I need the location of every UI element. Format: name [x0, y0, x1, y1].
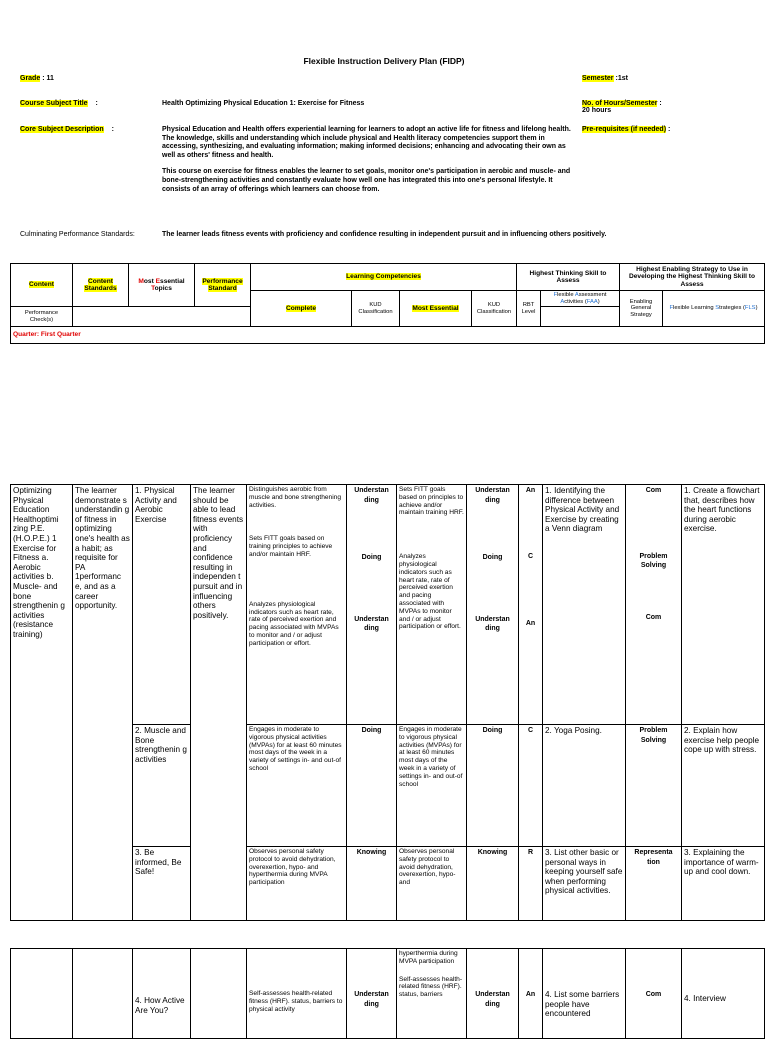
grade-label: Grade: [20, 75, 41, 82]
kud2-2: Doing: [467, 725, 519, 847]
prereq-label: Pre-requisites (if needed): [582, 126, 667, 133]
most-essential-2: Engages in moderate to vigorous physical activities (MVPAs) for at least 60 minutes most days of the week in a variety of settings in- and out-of school: [397, 725, 467, 847]
course-row: [20, 100, 98, 107]
col-highest-enabling-strategy: Highest Enabling Strategy to Use in Developing the Highest Thinking Skill to Assess: [620, 264, 765, 291]
kud-2: Doing: [347, 725, 397, 847]
egs-3: Representa tion: [626, 847, 682, 921]
faa-1: 1. Identifying the difference between Physical Activity and Exercise by creating a Venn diagram: [543, 485, 626, 725]
col-kud-classification-1: KUD Classification: [352, 291, 400, 327]
rbt-3: R: [519, 847, 543, 921]
kud2-3: Knowing: [467, 847, 519, 921]
col-kud-classification-2: KUD Classification: [472, 291, 517, 327]
core-label: Core Subject Description: [20, 126, 104, 133]
semester-label: Semester: [582, 75, 614, 82]
kud2-1: Understan ding Doing Understan ding: [467, 485, 519, 725]
col-most-essential: Most Essential: [400, 291, 472, 327]
grade-row: [20, 75, 54, 82]
hours-row: [582, 100, 762, 114]
quarter-row: Quarter: First Quarter: [11, 327, 765, 344]
complete-2: Engages in moderate to vigorous physical activities (MVPAs) for at least 60 minutes most days of the week in a variety of settings in- and out-of school: [247, 725, 347, 847]
fls-4: 4. Interview: [682, 949, 765, 1039]
culminating-text: The learner leads fitness events with proficiency and confidence resulting in independent pursuit and in influencing others positively.: [162, 231, 607, 238]
col-learning-competencies: Learning Competencies: [251, 264, 517, 291]
most-essential-3: Observes personal safety protocol to avoid dehydration, overexertion, hypo- and: [397, 847, 467, 921]
topic-2: 2. Muscle and Bone strengthenin g activities: [133, 725, 191, 847]
grade-value: : 11: [42, 75, 54, 82]
most-essential-1: Sets FITT goals based on principles to achieve and/or maintain training HRF. Analyzes physiological indicators such as heart rate, rate of perceived exertion and pacing associated with MVPAs to monitor and / or adjust participation or effort.: [397, 485, 467, 725]
fls-1: 1. Create a flowchart that, describes how the heart functions during aerobic exercise.: [682, 485, 765, 725]
most-essential-4: hyperthermia during MVPA participation Self-assesses health-related fitness (HRF). status, barriers: [397, 949, 467, 1039]
fls-2: 2. Explain how exercise help people cope up with stress.: [682, 725, 765, 847]
topic-4: 4. How Active Are You?: [133, 949, 191, 1039]
col-enabling-general-strategy: Enabling General Strategy: [620, 291, 663, 327]
core-row: [20, 126, 114, 133]
hours-colon: :: [659, 100, 662, 107]
fidp-header-table: [10, 263, 765, 344]
col-highest-thinking-skill: Highest Thinking Skill to Assess: [517, 264, 620, 291]
core-description-p2: This course on exercise for fitness enables the learner to set goals, monitor one's participation in aerobic and muscle- and bone-strengthening activities and constantly evaluate how well one has integrated this into one's personal lifestyle. It consists of an array of offerings which learners can choose from.: [162, 168, 571, 193]
content-standard-cell-cont: [73, 949, 133, 1039]
course-colon: :: [95, 100, 98, 107]
rbt-4: An: [519, 949, 543, 1039]
col-performance-checks: Performance Check(s): [11, 307, 73, 327]
content-cell: Optimizing Physical Education Healthoptimi zing P.E. (H.O.P.E.) 1 Exercise for Fitness a. Aerobic activities b. Muscle- and bone strengthenin g activities (resistance training): [11, 485, 73, 921]
topic-3: 3. Be informed, Be Safe!: [133, 847, 191, 921]
kud-1: Understan ding Doing Understan ding: [347, 485, 397, 725]
col-most-essential-topics: Most Essential Topics: [129, 264, 195, 307]
faa-4: 4. List some barriers people have encountered: [543, 949, 626, 1039]
complete-4: Self-assesses health-related fitness (HRF). status, barriers to physical activity: [247, 949, 347, 1039]
topic-1: 1. Physical Activity and Aerobic Exercise: [133, 485, 191, 725]
document-title: Flexible Instruction Delivery Plan (FIDP): [303, 56, 465, 66]
content-standard-cell: The learner demonstrate s understandin g of fitness in optimizing one's health as a habit; as requisite for PA 1performanc e, and as a career opportunity.: [73, 485, 133, 921]
prereq-colon: :: [667, 126, 671, 133]
core-colon: :: [111, 126, 114, 133]
egs-1: Com Problem Solving Com: [626, 485, 682, 725]
hours-label: No. of Hours/Semester: [582, 100, 658, 107]
content-cell-cont: [11, 949, 73, 1039]
kud-3: Knowing: [347, 847, 397, 921]
kud2-4: Understan ding: [467, 949, 519, 1039]
complete-3: Observes personal safety protocol to avoid dehydration, overexertion, hypo- and hyperthermia during MVPA participation: [247, 847, 347, 921]
fidp-body-table: [10, 484, 765, 921]
col-performance-standard: Performance Standard: [195, 264, 251, 307]
semester-value: :1st: [615, 75, 628, 82]
col-faa: Flexible Assessment Activities (FAA): [541, 291, 620, 307]
course-label: Course Subject Title: [20, 100, 88, 107]
course-title: Health Optimizing Physical Education 1: Exercise for Fitness: [162, 100, 365, 107]
kud-4: Understan ding: [347, 949, 397, 1039]
prereq-row: [582, 126, 670, 133]
col-complete: Complete: [251, 291, 352, 327]
performance-standard-cell-cont: [191, 949, 247, 1039]
faa-2: 2. Yoga Posing.: [543, 725, 626, 847]
egs-4: Com: [626, 949, 682, 1039]
performance-standard-cell: The learner should be able to lead fitness events with proficiency and confidence resulting in independen t pursuit and in influencing others positively.: [191, 485, 247, 921]
culminating-label: Culminating Performance Standards:: [20, 231, 135, 238]
col-fls: Flexible Learning Strategies (FLS): [663, 291, 765, 327]
semester-row: [582, 75, 628, 82]
fls-3: 3. Explaining the importance of warm-up and cool down.: [682, 847, 765, 921]
egs-2: Problem Solving: [626, 725, 682, 847]
col-content: Content: [11, 264, 73, 307]
col-rbt-level: RBT Level: [517, 291, 541, 327]
faa-3: 3. List other basic or personal ways in keeping yourself safe when performing physical activities.: [543, 847, 626, 921]
rbt-1: An C An: [519, 485, 543, 725]
complete-1: Distinguishes aerobic from muscle and bone strengthening activities. Sets FITT goals based on training principles to achieve and/or maintain HRF. Analyzes physiological indicators such as heart rate, rate of perceived exertion and pacing associated with MVPAs to monitor and / or adjust participation or effort.: [247, 485, 347, 725]
rbt-2: C: [519, 725, 543, 847]
core-description-p1: Physical Education and Health offers experiential learning for learners to adopt an active life for fitness and lifelong health. The knowledge, skills and understanding which include physical and Health literacy competencies support them in accessing, synthesizing, and evaluating information; making informed decisions; enhancing and advocating their own as well as others' fitness and health.: [162, 126, 571, 159]
fidp-continuation-table: [10, 948, 765, 1039]
col-content-standards: Content Standards: [73, 264, 129, 307]
core-description: [162, 126, 576, 194]
hours-value: 20 hours: [582, 107, 612, 114]
